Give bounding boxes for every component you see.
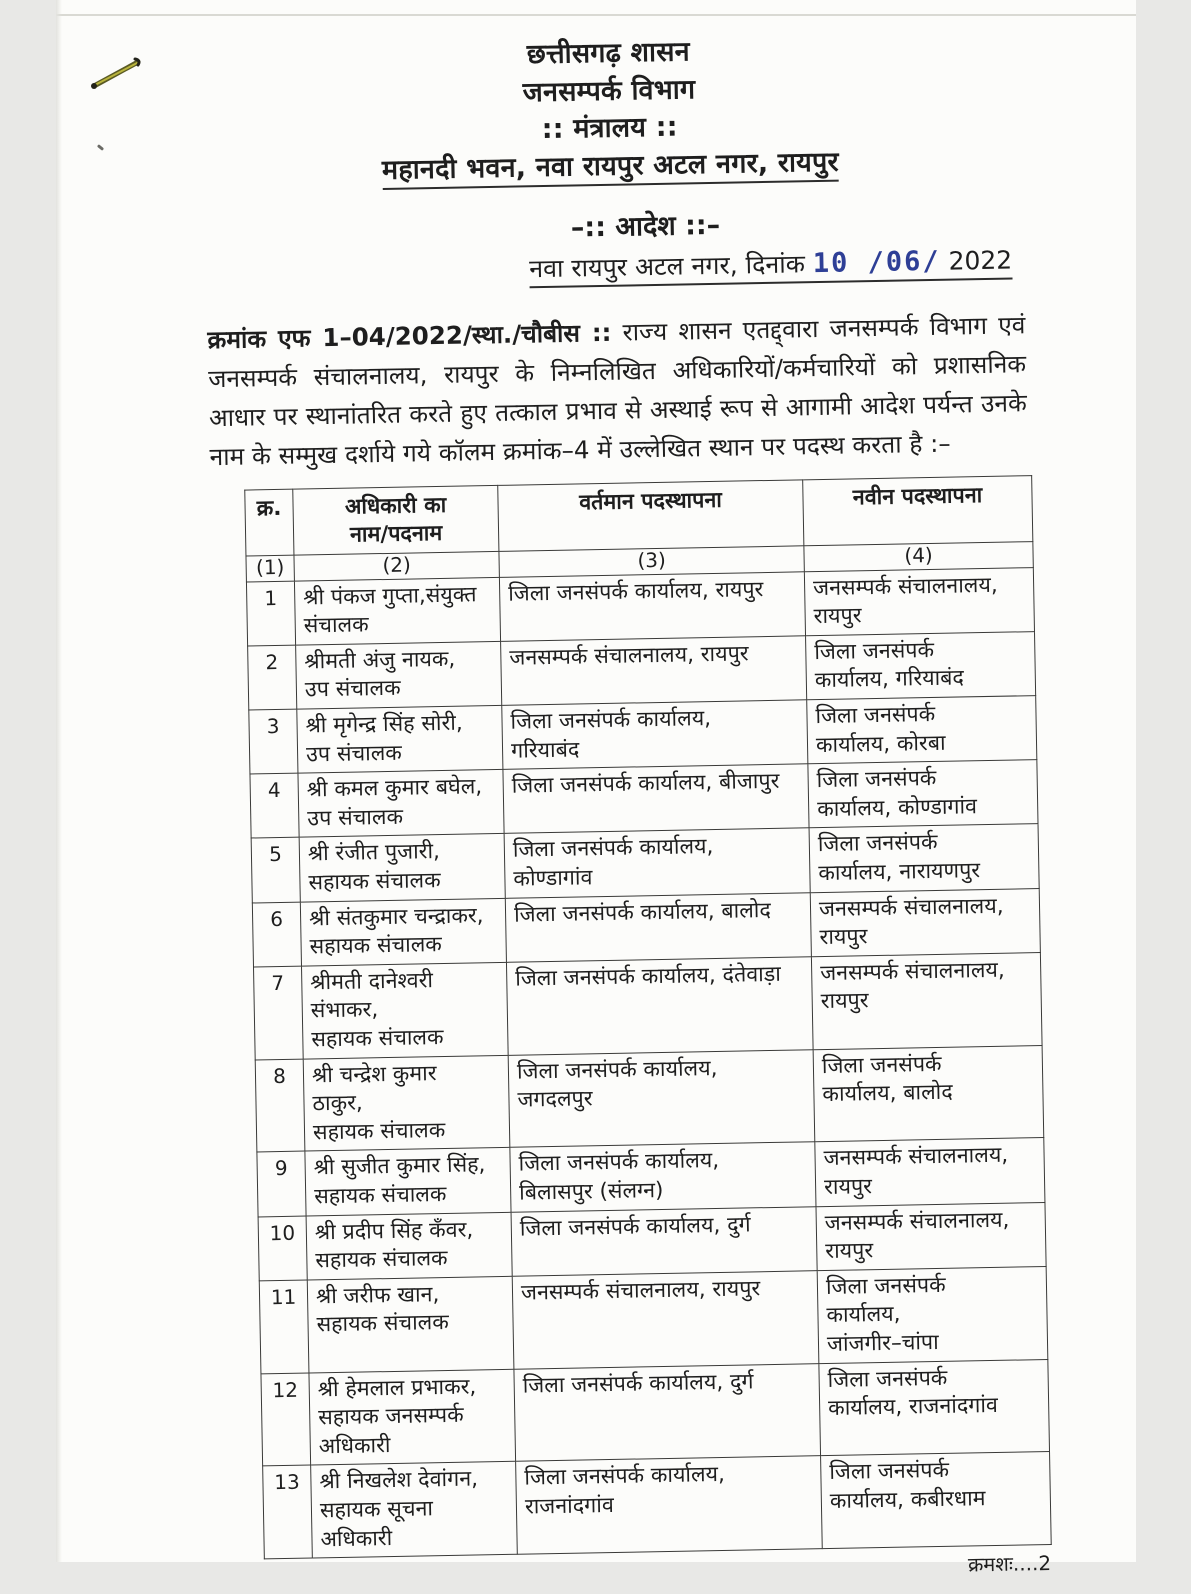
cell-officer-name: श्रीमती अंजु नायक, उप संचालक <box>295 641 501 709</box>
address-line: महानदी भवन, नवा रायपुर अटल नगर, रायपुर <box>70 139 1150 194</box>
cell-current-posting: जिला जनसंपर्क कार्यालय, बिलासपुर (संलग्न) <box>509 1142 815 1212</box>
cell-current-posting: जिला जनसंपर्क कार्यालय, दुर्ग <box>513 1363 820 1461</box>
cell-new-posting: जिला जनसंपर्क कार्यालय, जांजगीर–चांपा <box>817 1266 1048 1363</box>
cell-serial: 8 <box>255 1059 305 1153</box>
colnum-2: (2) <box>293 551 498 581</box>
place-date-line <box>528 242 1012 288</box>
cell-serial: 6 <box>252 902 301 967</box>
cell-current-posting: जिला जनसंपर्क कार्यालय, दंतेवाड़ा <box>506 957 813 1055</box>
scanned-document-page <box>56 0 1136 1577</box>
cell-officer-name: श्री पंकज गुप्ता,संयुक्त संचालक <box>294 577 500 645</box>
cell-officer-name: श्री हेमलाल प्रभाकर, सहायक जनसम्पर्क अधिकारी <box>308 1369 515 1466</box>
cell-officer-name: श्री चन्द्रेश कुमार ठाकुर, सहायक संचालक <box>303 1055 510 1152</box>
cell-officer-name: श्री मृगेन्द्र सिंह सोरी, उप संचालक <box>296 705 502 773</box>
cell-new-posting: जनसम्पर्क संचालनालय, रायपुर <box>815 1202 1045 1270</box>
table-row <box>255 1045 1044 1152</box>
cell-current-posting: जिला जनसंपर्क कार्यालय, जगदलपुर <box>508 1049 815 1147</box>
cell-serial: 1 <box>246 581 295 646</box>
header-officer-name: अधिकारी का नाम/पदनाम <box>292 485 498 555</box>
cell-current-posting: जिला जनसंपर्क कार्यालय, दुर्ग <box>511 1206 817 1276</box>
cell-serial: 12 <box>260 1373 310 1467</box>
cell-officer-name: श्री प्रदीप सिंह कँवर, सहायक संचालक <box>306 1212 512 1280</box>
cell-new-posting: जनसम्पर्क संचालनालय, रायपुर <box>811 952 1042 1049</box>
date-year: 2022 <box>947 244 1012 276</box>
cell-serial: 10 <box>258 1216 307 1281</box>
cell-officer-name: श्रीमती दानेश्वरी संभाकर, सहायक संचालक <box>301 962 508 1059</box>
document-content <box>56 24 1164 1594</box>
order-title: –:: आदेश ::– <box>570 209 720 244</box>
header-serial: क्र. <box>244 489 293 556</box>
cell-new-posting: जनसम्पर्क संचालनालय, रायपुर <box>804 567 1034 635</box>
table-row <box>260 1359 1049 1466</box>
cell-officer-name: श्री सुजीत कुमार सिंह, सहायक संचालक <box>304 1148 510 1216</box>
cell-current-posting: जिला जनसंपर्क कार्यालय, बालोद <box>505 892 811 962</box>
handwritten-date: 10 /06/ <box>812 245 941 279</box>
cell-serial: 11 <box>259 1280 309 1374</box>
cell-serial: 9 <box>256 1151 305 1216</box>
cell-officer-name: श्री रंजीत पुजारी, सहायक संचालक <box>299 834 505 902</box>
header-new-posting: नवीन पदस्थापना <box>802 475 1032 545</box>
cell-serial: 13 <box>262 1465 312 1559</box>
table-row <box>262 1452 1051 1559</box>
cell-officer-name: श्री निखलेश देवांगन, सहायक सूचना अधिकारी <box>310 1462 517 1559</box>
cell-new-posting: जिला जनसंपर्क कार्यालय, कोण्डागांव <box>807 760 1037 828</box>
cell-new-posting: जिला जनसंपर्क कार्यालय, गरियाबंद <box>805 631 1035 699</box>
cell-current-posting: जनसम्पर्क संचालनालय, रायपुर <box>512 1270 819 1368</box>
cell-new-posting: जिला जनसंपर्क कार्यालय, कबीरधाम <box>820 1452 1051 1549</box>
cell-officer-name: श्री कमल कुमार बघेल, उप संचालक <box>297 770 503 838</box>
cell-serial: 7 <box>253 966 303 1060</box>
colnum-3: (3) <box>498 546 803 578</box>
transfer-table <box>244 475 1051 1560</box>
table-row <box>253 952 1042 1059</box>
department-name: जनसम्पर्क विभाग <box>521 73 696 109</box>
cell-new-posting: जिला जनसंपर्क कार्यालय, नारायणपुर <box>809 824 1039 892</box>
cell-current-posting: जिला जनसंपर्क कार्यालय, कोण्डागांव <box>504 828 810 898</box>
cell-officer-name: श्री संतकुमार चन्द्राकर, सहायक संचालक <box>300 898 506 966</box>
continuation-note: क्रमशः....2 <box>967 1551 1051 1577</box>
cell-new-posting: जनसम्पर्क संचालनालय, रायपुर <box>814 1138 1044 1206</box>
cell-current-posting: जिला जनसंपर्क कार्यालय, बीजापुर <box>502 764 808 834</box>
place-date-prefix: नवा रायपुर अटल नगर, दिनांक <box>528 248 805 283</box>
cell-current-posting: जिला जनसंपर्क कार्यालय, राजनांदगांव <box>515 1456 822 1554</box>
table-row <box>259 1266 1048 1373</box>
document-header <box>56 26 1139 194</box>
cell-serial: 2 <box>247 645 296 710</box>
cell-current-posting: जिला जनसंपर्क कार्यालय, रायपुर <box>499 572 805 642</box>
order-number: क्रमांक एफ 1–04/2022/स्था./चौबीस :: <box>206 317 612 354</box>
cell-new-posting: जिला जनसंपर्क कार्यालय, कोरबा <box>806 696 1036 764</box>
ministry-label: :: मंत्रालय :: <box>540 111 678 146</box>
header-current-posting: वर्तमान पदस्थापना <box>497 479 803 551</box>
order-body-text: राज्य शासन एतद्द्वारा जनसम्पर्क विभाग एवं जनसम्पर्क संचालनालय, रायपुर के निम्नलिखित अधिकारियों/कर्मचारियों को प्रशासनिक आधार पर स्थानांतरित करते हुए तत्काल प्रभाव से अस्थाई रूप से आगामी आदेश पर्यन्त उनके नाम के सम्मुख दर्शाये गये कॉलम क्रमांक–4 में उल्लेखित स्थान पर पदस्थ करता है :– <box>207 309 1027 471</box>
cell-serial: 5 <box>251 838 300 903</box>
cell-new-posting: जिला जनसंपर्क कार्यालय, राजनांदगांव <box>818 1359 1049 1456</box>
cell-new-posting: जनसम्पर्क संचालनालय, रायपुर <box>810 888 1040 956</box>
cell-new-posting: जिला जनसंपर्क कार्यालय, बालोद <box>813 1045 1044 1142</box>
cell-serial: 3 <box>248 709 297 774</box>
cell-officer-name: श्री जरीफ खान, सहायक संचालक <box>307 1276 514 1373</box>
table-body <box>246 567 1051 1559</box>
cell-current-posting: जनसम्पर्क संचालनालय, रायपुर <box>500 636 806 706</box>
government-name: छत्तीसगढ़ शासन <box>526 36 690 71</box>
colnum-4: (4) <box>803 541 1032 571</box>
cell-serial: 4 <box>249 773 298 838</box>
colnum-1: (1) <box>245 555 293 582</box>
scan-edge-line <box>56 14 1136 16</box>
cell-current-posting: जिला जनसंपर्क कार्यालय, गरियाबंद <box>501 700 807 770</box>
order-body-paragraph <box>207 305 1028 476</box>
